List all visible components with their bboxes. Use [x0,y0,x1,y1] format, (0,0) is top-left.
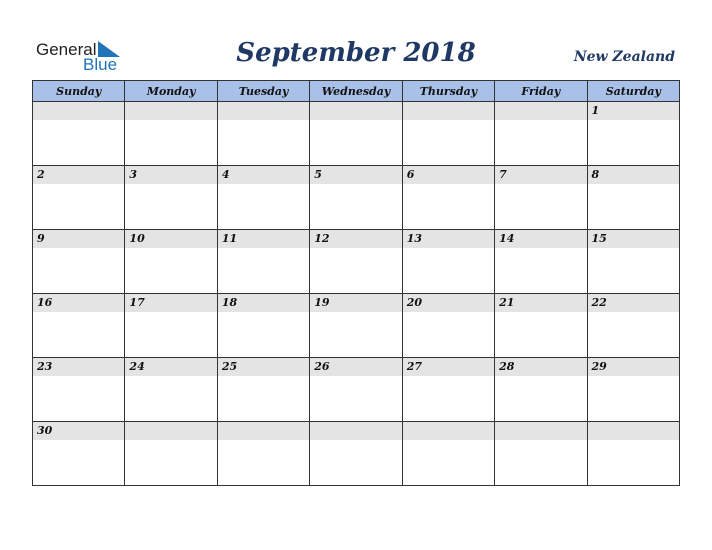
day-number: 30 [33,422,124,440]
day-cell[interactable] [217,358,309,422]
day-cell[interactable] [495,358,587,422]
day-cell[interactable] [125,102,217,166]
day-cell[interactable] [587,294,679,358]
weekday-header-row [33,81,680,102]
day-cell[interactable] [217,166,309,230]
day-cell[interactable] [587,358,679,422]
day-number [125,422,216,440]
week-row [33,422,680,486]
day-cell[interactable] [495,230,587,294]
weekday-sunday: Sunday [33,81,125,102]
day-cell[interactable] [125,294,217,358]
day-number: 2 [33,166,124,184]
week-row [33,230,680,294]
week-row [33,166,680,230]
day-cell[interactable] [402,294,494,358]
week-row [33,358,680,422]
day-number: 25 [218,358,309,376]
weekday-wednesday: Wednesday [310,81,402,102]
day-cell[interactable] [402,422,494,486]
day-number: 20 [403,294,494,312]
day-number: 6 [403,166,494,184]
day-cell[interactable] [495,166,587,230]
day-number: 1 [588,102,679,120]
day-cell[interactable] [125,166,217,230]
day-number: 28 [495,358,586,376]
weekday-thursday: Thursday [402,81,494,102]
day-number [403,102,494,120]
day-cell[interactable] [495,422,587,486]
weekday-tuesday: Tuesday [217,81,309,102]
logo-text-general: General [36,40,97,59]
day-cell[interactable] [33,230,125,294]
week-row [33,294,680,358]
day-cell[interactable] [33,166,125,230]
week-row [33,102,680,166]
day-number: 12 [310,230,401,248]
day-cell[interactable] [310,166,402,230]
day-number: 23 [33,358,124,376]
day-cell[interactable] [402,102,494,166]
day-number [310,422,401,440]
day-number: 27 [403,358,494,376]
day-cell[interactable] [587,166,679,230]
day-number [218,422,309,440]
day-cell[interactable] [587,102,679,166]
day-number: 18 [218,294,309,312]
day-cell[interactable] [125,358,217,422]
day-cell[interactable] [310,422,402,486]
logo-text-blue: Blue [83,55,118,74]
day-number: 21 [495,294,586,312]
day-number [495,102,586,120]
day-number [33,102,124,120]
day-cell[interactable] [310,230,402,294]
day-cell[interactable] [402,166,494,230]
day-number [218,102,309,120]
day-cell[interactable] [587,230,679,294]
day-number: 9 [33,230,124,248]
day-number: 22 [588,294,679,312]
day-cell[interactable] [587,422,679,486]
calendar-title: September 2018 [236,38,476,68]
day-number: 15 [588,230,679,248]
day-number: 13 [403,230,494,248]
calendar-grid [32,80,680,486]
day-number: 7 [495,166,586,184]
day-cell[interactable] [33,102,125,166]
day-number: 29 [588,358,679,376]
day-number: 14 [495,230,586,248]
day-cell[interactable] [217,294,309,358]
day-number: 17 [125,294,216,312]
day-number [403,422,494,440]
day-number: 19 [310,294,401,312]
day-number: 10 [125,230,216,248]
day-number: 3 [125,166,216,184]
day-cell[interactable] [217,102,309,166]
weekday-saturday: Saturday [587,81,679,102]
day-cell[interactable] [310,358,402,422]
day-cell[interactable] [33,422,125,486]
day-cell[interactable] [33,294,125,358]
day-number: 5 [310,166,401,184]
day-cell[interactable] [495,294,587,358]
day-number [125,102,216,120]
day-number [495,422,586,440]
day-number: 16 [33,294,124,312]
day-number [310,102,401,120]
day-number: 4 [218,166,309,184]
day-cell[interactable] [217,422,309,486]
country-label: New Zealand [573,49,675,65]
day-number: 8 [588,166,679,184]
day-cell[interactable] [33,358,125,422]
weekday-monday: Monday [125,81,217,102]
day-cell[interactable] [217,230,309,294]
day-number: 24 [125,358,216,376]
day-cell[interactable] [125,230,217,294]
day-cell[interactable] [402,358,494,422]
day-number: 26 [310,358,401,376]
day-cell[interactable] [125,422,217,486]
weekday-friday: Friday [495,81,587,102]
day-cell[interactable] [495,102,587,166]
day-cell[interactable] [402,230,494,294]
day-number: 11 [218,230,309,248]
day-cell[interactable] [310,102,402,166]
day-number [588,422,679,440]
day-cell[interactable] [310,294,402,358]
